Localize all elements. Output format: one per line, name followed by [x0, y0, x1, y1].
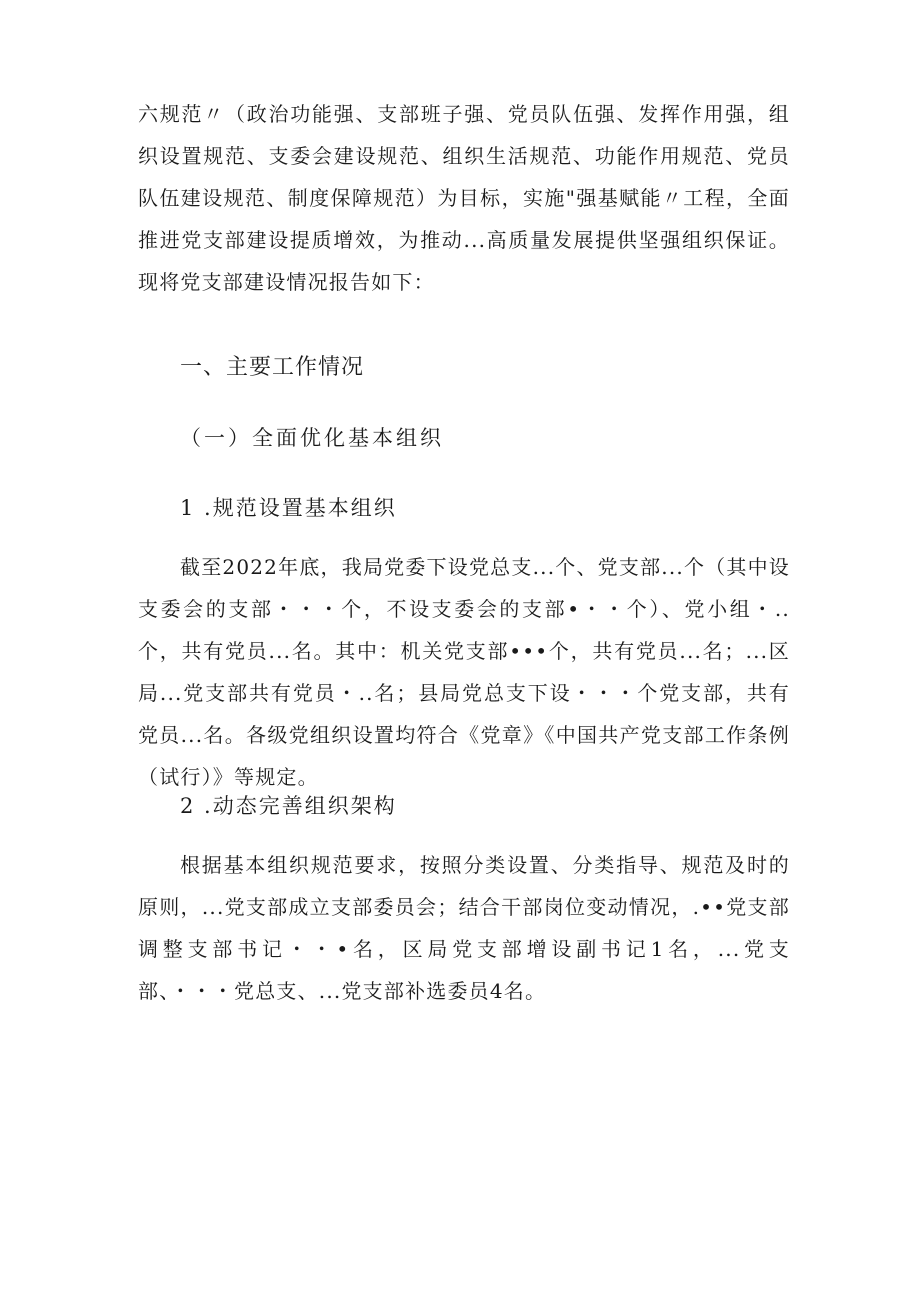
- item-1-paragraph: 截至2022年底，我局党委下设党总支...个、党支部...个（其中设支委会的支部・・・个，不设支委会的支部•・・个）、党小组・..个，共有党员...名。其中：机关党支部•••个，共有党员...名；...区局...党支部共有党员・..名；县局党总支下设・・・个党支部，共有党员...名。各级党组织设置均符合《党章》《中国共产党支部工作条例（试行）》等规定。: [138, 555, 790, 789]
- subsection-heading-optimize-organization: （一）全面优化基本组织: [180, 426, 444, 450]
- section-heading-main-work: 一、主要工作情况: [180, 355, 365, 380]
- item-heading-standardize-setup: 1 .规范设置基本组织: [180, 496, 397, 520]
- intro-paragraph: 六规范〃（政治功能强、支部班子强、党员队伍强、发挥作用强，组织设置规范、支委会建设规范、组织生活规范、功能作用规范、党员队伍建设规范、制度保障规范）为目标，实施"强基赋能〃工程，全面推进党支部建设提质增效，为推动...高质量发展提供坚强组织保证。现将党支部建设情况报告如下：: [138, 102, 790, 294]
- item-heading-improve-structure: 2 .动态完善组织架构: [180, 794, 397, 818]
- item-2-paragraph: 根据基本组织规范要求，按照分类设置、分类指导、规范及时的原则，...党支部成立支部委员会；结合干部岗位变动情况，.••党支部调整支部书记・・•名，区局党支部增设副书记1名，...党支部、・・・党总支、...党支部补选委员4名。: [138, 853, 790, 1003]
